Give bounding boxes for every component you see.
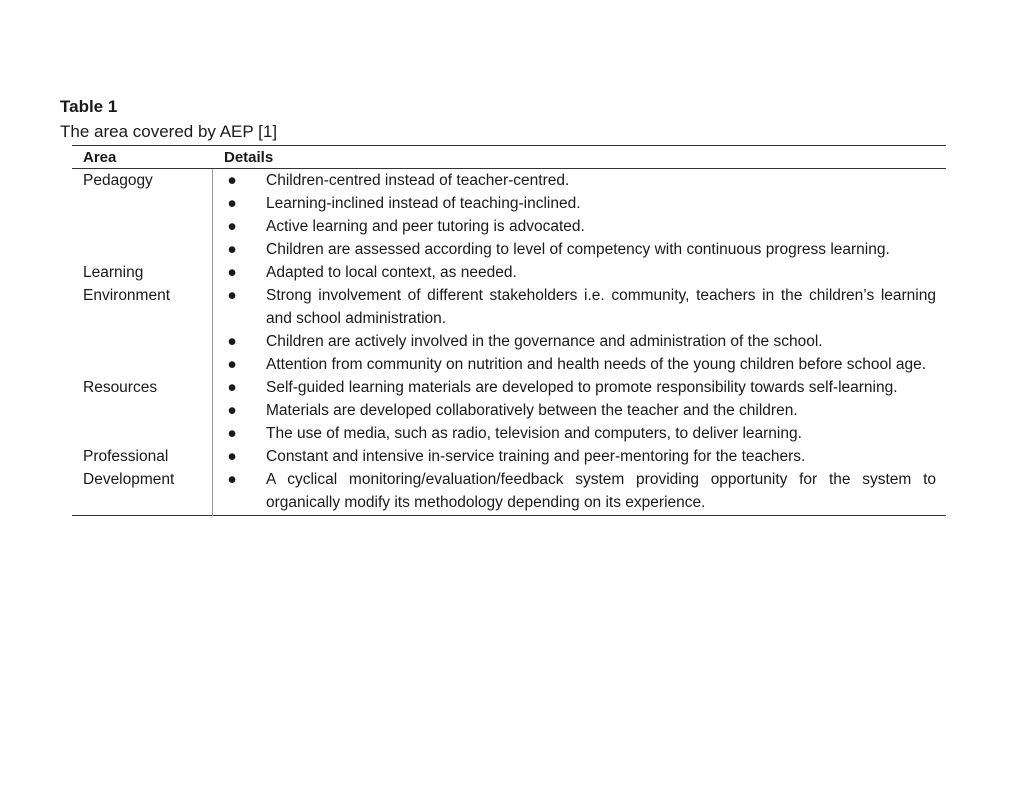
list-item: [213, 353, 946, 376]
header-area: Area: [83, 148, 117, 166]
bullet-icon: ●: [227, 425, 237, 442]
areas-table: [72, 145, 946, 516]
table-number: Table 1: [60, 97, 118, 116]
table-row: [72, 169, 946, 261]
table-row: [72, 376, 946, 445]
list-item-text: Constant and intensive in-service training and peer-mentoring for the teachers.: [266, 448, 806, 465]
list-item-text: Children-centred instead of teacher-centred.: [266, 172, 570, 189]
list-item-text: Children are actively involved in the governance and administration of the school.: [266, 333, 823, 350]
list-item-text: Children are assessed according to level of competency with continuous progress learning.: [266, 241, 890, 258]
area-cell: Pedagogy: [83, 172, 153, 189]
bullet-icon: ●: [227, 471, 237, 488]
list-item-text: Self-guided learning materials are developed to promote responsibility towards self-learning.: [266, 379, 898, 396]
list-item: [213, 468, 946, 514]
table-caption: The area covered by AEP [1]: [60, 122, 278, 141]
list-item: [213, 261, 946, 284]
bullet-icon: ●: [227, 356, 237, 373]
details-cell: [213, 169, 946, 261]
table-row: [72, 261, 946, 376]
list-item-text: Learning-inclined instead of teaching-inclined.: [266, 195, 581, 212]
bullet-icon: ●: [227, 333, 237, 350]
bullet-icon: ●: [227, 241, 237, 258]
list-item-text: The use of media, such as radio, television and computers, to deliver learning.: [266, 425, 802, 442]
list-item-text: Adapted to local context, as needed.: [266, 264, 517, 281]
area-cell: Resources: [83, 379, 158, 396]
list-item: [213, 284, 946, 330]
list-item: [213, 376, 946, 399]
bullet-icon: ●: [227, 195, 237, 212]
list-item: [213, 445, 946, 468]
list-item-text: Attention from community on nutrition and health needs of the young children before school age.: [266, 356, 927, 373]
list-item: [213, 330, 946, 353]
bullet-icon: ●: [227, 379, 237, 396]
list-item: [213, 169, 946, 192]
list-item-text: Active learning and peer tutoring is advocated.: [266, 218, 585, 235]
bullet-icon: ●: [227, 287, 237, 304]
area-cell: Professional Development: [83, 448, 175, 488]
header-details: Details: [224, 148, 274, 166]
details-cell: [213, 376, 946, 445]
details-cell: [213, 445, 946, 514]
table-row: [72, 445, 946, 514]
area-cell: Learning Environment: [83, 264, 171, 304]
details-cell: [213, 261, 946, 376]
list-item: [213, 215, 946, 238]
table-header-row: [72, 145, 946, 169]
bullet-icon: ●: [227, 264, 237, 281]
bullet-icon: ●: [227, 448, 237, 465]
list-item: [213, 399, 946, 422]
bullet-icon: ●: [227, 402, 237, 419]
document: [60, 96, 946, 516]
list-item-text: Strong involvement of different stakeholders i.e. community, teachers in the children’s learning and school administration.: [266, 287, 936, 327]
list-item-text: A cyclical monitoring/evaluation/feedback system providing opportunity for the system to organically modify its methodology depending on its experience.: [266, 471, 936, 511]
list-item: [213, 238, 946, 261]
list-item-text: Materials are developed collaboratively between the teacher and the children.: [266, 402, 798, 419]
bullet-icon: ●: [227, 218, 237, 235]
list-item: [213, 192, 946, 215]
list-item: [213, 422, 946, 445]
bullet-icon: ●: [227, 172, 237, 189]
table-body: [72, 169, 946, 516]
